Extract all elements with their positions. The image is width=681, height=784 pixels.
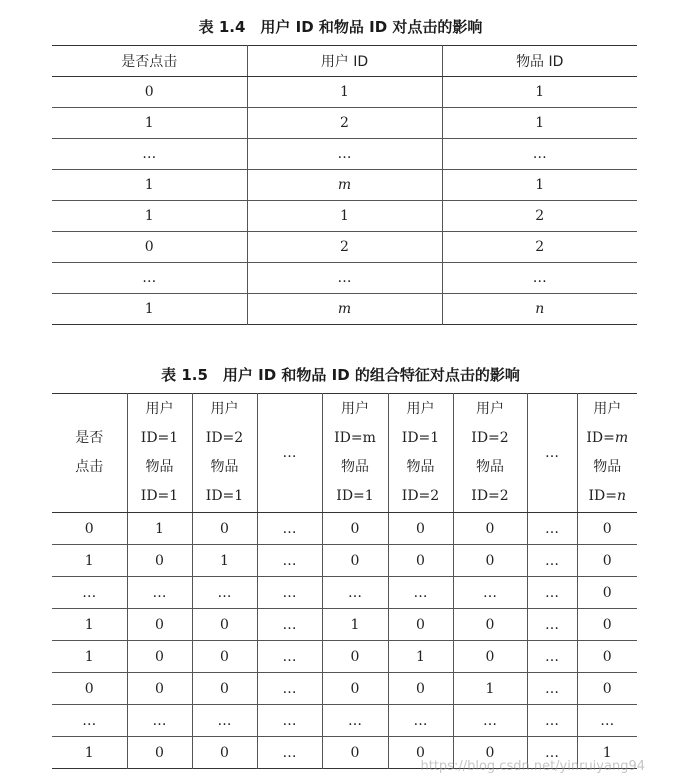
table-row (52, 170, 637, 201)
table-cell: … (388, 577, 453, 609)
table-cell: … (442, 139, 637, 170)
header-line: ID=m (586, 430, 629, 446)
header-cell (52, 394, 127, 513)
table-1-5-caption: 表 1.5 用户 ID 和物品 ID 的组合特征对点击的影响 (161, 366, 520, 384)
table-cell: 1 (247, 201, 442, 232)
table-cell: … (257, 641, 322, 673)
table-cell: … (52, 577, 127, 609)
header-cell (257, 394, 322, 513)
table-cell: 0 (453, 641, 527, 673)
watermark: https://blog.csdn.net/yinruiyang94 (420, 759, 645, 774)
table-row (52, 77, 637, 108)
table-cell: … (257, 577, 322, 609)
table-row (52, 513, 637, 545)
header-cell (527, 394, 577, 513)
table-cell: 0 (322, 513, 388, 545)
table-cell: 1 (52, 609, 127, 641)
table-cell: 0 (192, 609, 257, 641)
table-cell: … (442, 263, 637, 294)
table-cell: 0 (127, 673, 192, 705)
header-line: ID=m (334, 430, 376, 446)
table-header-row (52, 46, 637, 77)
table-cell: 0 (144, 84, 154, 100)
table-cell: … (527, 737, 577, 769)
header-line: 用户 (341, 401, 369, 417)
table-cell: 1 (52, 108, 247, 139)
table-cell: 0 (127, 609, 192, 641)
header-cell (322, 394, 388, 513)
table-cell: 0 (453, 737, 527, 769)
table-cell: 1 (52, 641, 127, 673)
table-cell: 0 (84, 520, 94, 537)
table-cell: … (257, 705, 322, 737)
table-cell: 0 (388, 609, 453, 641)
table-row (52, 139, 637, 170)
header-line: ID=1 (140, 488, 179, 504)
header-user-id: 用户 ID (247, 46, 442, 77)
table-cell: … (52, 263, 247, 294)
table-row (52, 705, 637, 737)
table-cell: … (247, 263, 442, 294)
header-cell (453, 394, 527, 513)
variable-symbol: m (614, 430, 629, 446)
table-cell: 0 (52, 673, 127, 705)
table-cell: 1 (442, 77, 637, 108)
table-row (52, 232, 637, 263)
table-cell: … (127, 705, 192, 737)
table-row (52, 108, 637, 139)
table-cell: 1 (442, 170, 637, 201)
table-row (52, 577, 637, 609)
table-cell: 0 (388, 513, 453, 545)
table-cell: 0 (388, 737, 453, 769)
table-cell: … (527, 609, 577, 641)
table-cell: 0 (127, 737, 192, 769)
header-line: 用户 (406, 401, 435, 417)
table-cell: 0 (192, 737, 257, 769)
header-cell (388, 394, 453, 513)
table-cell: 1 (52, 294, 247, 325)
header-line: 物品 (593, 459, 622, 475)
table-cell: 0 (577, 609, 637, 641)
header-line: 用户 (210, 401, 239, 417)
table-1-5 (52, 393, 637, 769)
table-cell: m (247, 170, 442, 201)
table-cell: 1 (388, 641, 453, 673)
table-cell: 2 (247, 108, 442, 139)
table-header-row (52, 394, 637, 513)
table-cell: … (257, 513, 322, 545)
table-cell: 0 (577, 545, 637, 577)
table-cell: 0 (577, 513, 637, 545)
table-cell: 0 (322, 737, 388, 769)
header-line: 用户 (476, 401, 504, 417)
table-cell: 2 (442, 232, 637, 263)
table-cell: … (527, 641, 577, 673)
header-line: ID=1 (205, 488, 244, 504)
table-cell: … (527, 545, 577, 577)
table-cell: … (527, 577, 577, 609)
table-cell: … (577, 705, 637, 737)
table-cell: 0 (322, 641, 388, 673)
table-cell: 1 (247, 77, 442, 108)
table-cell: 1 (127, 513, 192, 545)
table-cell: … (192, 577, 257, 609)
table-cell: 0 (577, 577, 637, 609)
table-cell: 1 (52, 545, 127, 577)
header-line: ID=2 (471, 488, 509, 504)
table-cell: 0 (453, 513, 527, 545)
header-line: 用户 (145, 401, 174, 417)
table-cell: 1 (322, 609, 388, 641)
table-cell: … (527, 673, 577, 705)
table-cell: 0 (192, 641, 257, 673)
table-cell: … (52, 139, 247, 170)
table-cell: … (257, 609, 322, 641)
table-cell: n (442, 294, 637, 325)
table-cell: … (192, 705, 257, 737)
table-cell: … (52, 705, 127, 737)
header-line: … (282, 444, 297, 461)
header-line: ID=1 (140, 430, 179, 446)
header-line: 物品 (145, 459, 174, 475)
header-line: ID=2 (401, 488, 440, 504)
header-cell (192, 394, 257, 513)
table-cell: 0 (127, 641, 192, 673)
header-line: 物品 (406, 459, 435, 475)
variable-symbol: n (616, 488, 627, 504)
table-cell: 1 (52, 737, 127, 769)
table-cell: 1 (52, 170, 247, 201)
table-cell: 1 (192, 545, 257, 577)
table-cell: … (127, 577, 192, 609)
table-1-4 (52, 45, 637, 325)
table-cell: 1 (577, 737, 637, 769)
table-cell: 0 (192, 673, 257, 705)
table-cell: 0 (322, 673, 388, 705)
table-row (52, 641, 637, 673)
table-row (52, 545, 637, 577)
table-row (52, 201, 637, 232)
table-cell: 0 (192, 513, 257, 545)
table-cell: … (257, 545, 322, 577)
table-row (52, 263, 637, 294)
table-row (52, 609, 637, 641)
table-cell: … (322, 705, 388, 737)
table-cell: 0 (577, 673, 637, 705)
table-cell: 2 (442, 201, 637, 232)
header-line: ID=1 (401, 430, 440, 446)
table-cell: 0 (388, 673, 453, 705)
table-cell: … (453, 705, 527, 737)
header-line: ID=2 (205, 430, 244, 446)
table-cell: … (388, 705, 453, 737)
header-item-id: 物品 ID (442, 46, 637, 77)
table-cell: … (322, 577, 388, 609)
table-cell: … (247, 139, 442, 170)
table-cell: 0 (388, 545, 453, 577)
header-line: 点击 (75, 459, 104, 475)
header-line: 物品 (341, 459, 369, 475)
table-cell: 1 (442, 108, 637, 139)
header-clicked: 是否点击 (52, 46, 247, 77)
header-line: 物品 (210, 459, 239, 475)
table-cell: 0 (453, 545, 527, 577)
table-cell: 1 (52, 201, 247, 232)
table-cell: 0 (453, 609, 527, 641)
table-row (52, 294, 637, 325)
table-cell: … (527, 705, 577, 737)
header-line: 物品 (476, 459, 504, 475)
header-line: ID=2 (471, 430, 509, 446)
table-cell: 0 (322, 545, 388, 577)
table-cell: 1 (453, 673, 527, 705)
table-cell: … (453, 577, 527, 609)
table-cell: 0 (577, 641, 637, 673)
table-cell: m (247, 294, 442, 325)
header-line: 用户 (593, 401, 622, 417)
table-cell: 2 (247, 232, 442, 263)
header-line: ID=n (588, 488, 627, 504)
table-1-4-caption: 表 1.4 用户 ID 和物品 ID 对点击的影响 (198, 18, 483, 36)
table-cell: … (257, 673, 322, 705)
header-line: 是否 (75, 430, 104, 446)
table-row (52, 673, 637, 705)
table-cell: … (257, 737, 322, 769)
header-line: … (545, 444, 559, 461)
header-cell (127, 394, 192, 513)
table-cell: 0 (52, 232, 247, 263)
table-cell: 0 (127, 545, 192, 577)
table-cell: … (527, 513, 577, 545)
header-cell (577, 394, 637, 513)
header-line: ID=1 (336, 488, 374, 504)
